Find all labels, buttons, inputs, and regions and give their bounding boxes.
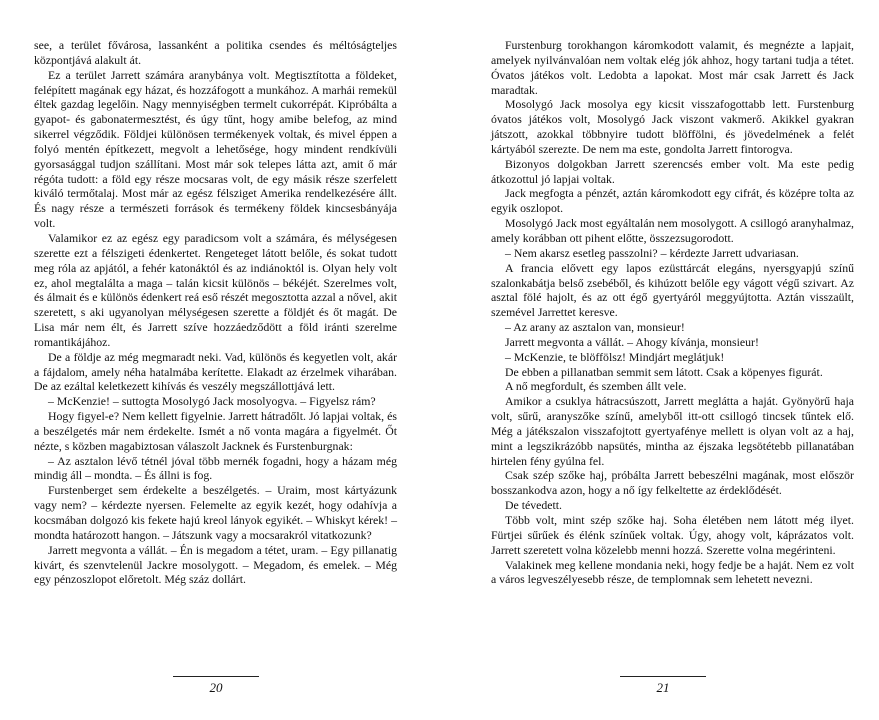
paragraph: Több volt, mint szép szőke haj. Soha életében nem látott még ilyet. Fürtjei sűrűek és élénk színűek voltak. Úgy, ahogy volt, káprázatos volt. Jarrett szeretett volna közelebb menni hozzá. Szerette volna megérinteni. bbox=[491, 513, 854, 557]
footer-rule bbox=[173, 676, 259, 677]
paragraph: Valamikor ez az egész egy paradicsom volt a számára, és mélységesen szerette ezt a félszigeti édenkertet. Rengeteget látott belőle, és sokat tudott meg róla az apjától, a fehér katonáktól és az indiánoktól is. Olyan hely volt ez, ahol megtalálta a maga – talán kicsit különös – békéjét. Szerelmes volt, és álmait és e különös édenkert reá eső részét megosztotta azzal a nővel, akit szeretett, s aki ugyanolyan mélységesen szerette a földjét és őt magát. De Lisa már nem élt, és Jarrett szíve hozzáedződött a föld iránti szerelme romantikájához. bbox=[34, 230, 397, 349]
paragraph: Furstenberget sem érdekelte a beszélgetés. – Uraim, most kártyázunk vagy nem? – kérdezte nyersen. Felemelte az egyik kezét, hogy odahívja a kocsmában dolgozó kis fekete hajú kreol lányok egyikét. – Whiskyt kérek! – mondta határozott hangon. – Játszunk vagy a mocsarakról vitatkozunk? bbox=[34, 483, 397, 542]
right-page bbox=[491, 38, 854, 587]
paragraph: – Az asztalon lévő tétnél jóval több mernék fogadni, hogy a házam még mindig áll – mondta. – És állni is fog. bbox=[34, 453, 397, 483]
paragraph: Hogy figyel-e? Nem kellett figyelnie. Jarrett hátradőlt. Jó lapjai voltak, és a beszélgetés már nem érdekelte. Ismét a nő vonta magára a figyelmét. Őt nézte, s közben magabiztosan válaszolt Jacknek és Furstenburgnak: bbox=[34, 409, 397, 453]
left-page-text bbox=[34, 38, 397, 587]
paragraph: Csak szép szőke haj, próbálta Jarrett bebeszélni magának, most először bosszankodva azon, hogy a nő így felkeltette az érdeklődését. bbox=[491, 468, 854, 498]
paragraph: Jarrett megvonta a vállát. – Én is megadom a tétet, uram. – Egy pillanatig kivárt, és szenvtelenül Jackre mosolygott. – Megadom, és emelek. – Még egy pénzoszlopot előretolt. Még száz dollárt. bbox=[34, 542, 397, 587]
paragraph: – McKenzie! – suttogta Mosolygó Jack mosolyogva. – Figyelsz rám? bbox=[48, 394, 376, 409]
paragraph: Valakinek meg kellene mondania neki, hogy fedje be a haját. Nem ez volt a város legveszélyesebb része, de templomnak sem lehetett nevezni. bbox=[491, 557, 854, 587]
paragraph: A nő megfordult, és szemben állt vele. bbox=[505, 379, 687, 394]
footer-rule bbox=[620, 676, 706, 677]
paragraph: De a földje az még megmaradt neki. Vad, különös és kegyetlen volt, akár a fájdalom, amely néha hatalmába kerítette. Elakadt az érzelmek viharában. De az ezáltal keletkezett kihívás és veszély megszállottjává lett. bbox=[34, 349, 397, 394]
paragraph: Mosolygó Jack most egyáltalán nem mosolygott. A csillogó aranyhalmaz, amely korábban ott pihent előtte, összezsugorodott. bbox=[491, 216, 854, 245]
paragraph: – McKenzie, te blöffölsz! Mindjárt meglátjuk! bbox=[505, 349, 725, 364]
page-number: 20 bbox=[209, 680, 223, 695]
paragraph: De ebben a pillanatban semmit sem látott. Csak a köpenyes figurát. bbox=[505, 364, 823, 379]
left-page bbox=[34, 38, 397, 587]
paragraph: see, a terület fővárosa, lassanként a politika csendes és méltóságteljes központjává alakult át. bbox=[34, 38, 397, 67]
left-page-footer bbox=[173, 676, 259, 696]
paragraph: Amikor a csuklya hátracsúszott, Jarrett meglátta a haját. Gyönyörű haja volt, sűrű, aranyszőke színű, amelyből itt-ott csillogó tincsek tűntek elő. Még a játékszalon visszafojtott gyertyafénye mellett is olyan volt az a haj, mint a legszikrázóbb napsütés, mintha az éjszaka legsötétebb pillanatában hirtelen fény gyúlna fel. bbox=[491, 394, 854, 468]
paragraph: A francia elővett egy lapos ezüsttárcát elegáns, nyersgyapjú színű szalonkabátja belső zsebéből, és kihúzott belőle egy vágott végű szivart. Az asztal fölé hajolt, és az ott égő gyertyáról meggyújtotta. Aztán visszaült, szemével Jarrettet keresve. bbox=[491, 260, 854, 320]
right-page-footer bbox=[620, 676, 706, 696]
paragraph: – Nem akarsz esetleg passzolni? – kérdezte Jarrett udvariasan. bbox=[505, 245, 799, 260]
right-page-text bbox=[491, 38, 854, 587]
paragraph: Ez a terület Jarrett számára aranybánya volt. Megtisztította a földeket, felépített magának egy házat, és hozzáfogott a munkához. A marhái remekül éltek gazdag legelőin. Nagy mennyiségben termelt cukorrépát. Kipróbálta a gyapot- és gabonatermesztést, és úgy tűnt, hogy amibe belefog, az mind sikerrel végződik. Földjei különösen termékenyek voltak, és mivel éppen a folyó mentén építkezett, megvolt a lehetősége, hogy mindent rendkívüli gyorsasággal tudjon szállítani. Most már sok telepes látta azt, amit ő már régóta tudott: a föld egy része mocsaras volt, de egy másik része szerfelett kiváló termőtalaj. Most már az egész félsziget Amerika rendelkezésére állt. És nagy része a természeti források és termékeny földek kincsesbányája volt. bbox=[34, 67, 397, 231]
paragraph: De tévedett. bbox=[505, 498, 562, 513]
paragraph: Mosolygó Jack mosolya egy kicsit visszafogottabb lett. Furstenburg óvatos játékos volt, Mosolygó Jack viszont vakmerő. Akikkel gyakran játszott, azokkal többnyire tudott blöffölni, és jövedelmének a felét kártyából szerezte. De nem ma este, gondolta Jarrett fintorogva. bbox=[491, 97, 854, 156]
paragraph: Furstenburg torokhangon káromkodott valamit, és megnézte a lapjait, amelyek nyilvánvalóan nem voltak elég jók ahhoz, hogy tartani tudja a tétet. Óvatos játékos volt. Ledobta a lapokat. Most már csak Jarrett és Jack maradtak. bbox=[491, 38, 854, 97]
paragraph: Jack megfogta a pénzét, aztán káromkodott egy cifrát, és középre tolta az egyik oszlopot. bbox=[491, 186, 854, 216]
paragraph: – Az arany az asztalon van, monsieur! bbox=[505, 320, 685, 335]
page-number: 21 bbox=[656, 680, 670, 695]
paragraph: Bizonyos dolgokban Jarrett szerencsés ember volt. Ma este pedig átkozottul jó lapjai voltak. bbox=[491, 156, 854, 186]
paragraph: Jarrett megvonta a vállát. – Ahogy kívánja, monsieur! bbox=[505, 334, 759, 349]
